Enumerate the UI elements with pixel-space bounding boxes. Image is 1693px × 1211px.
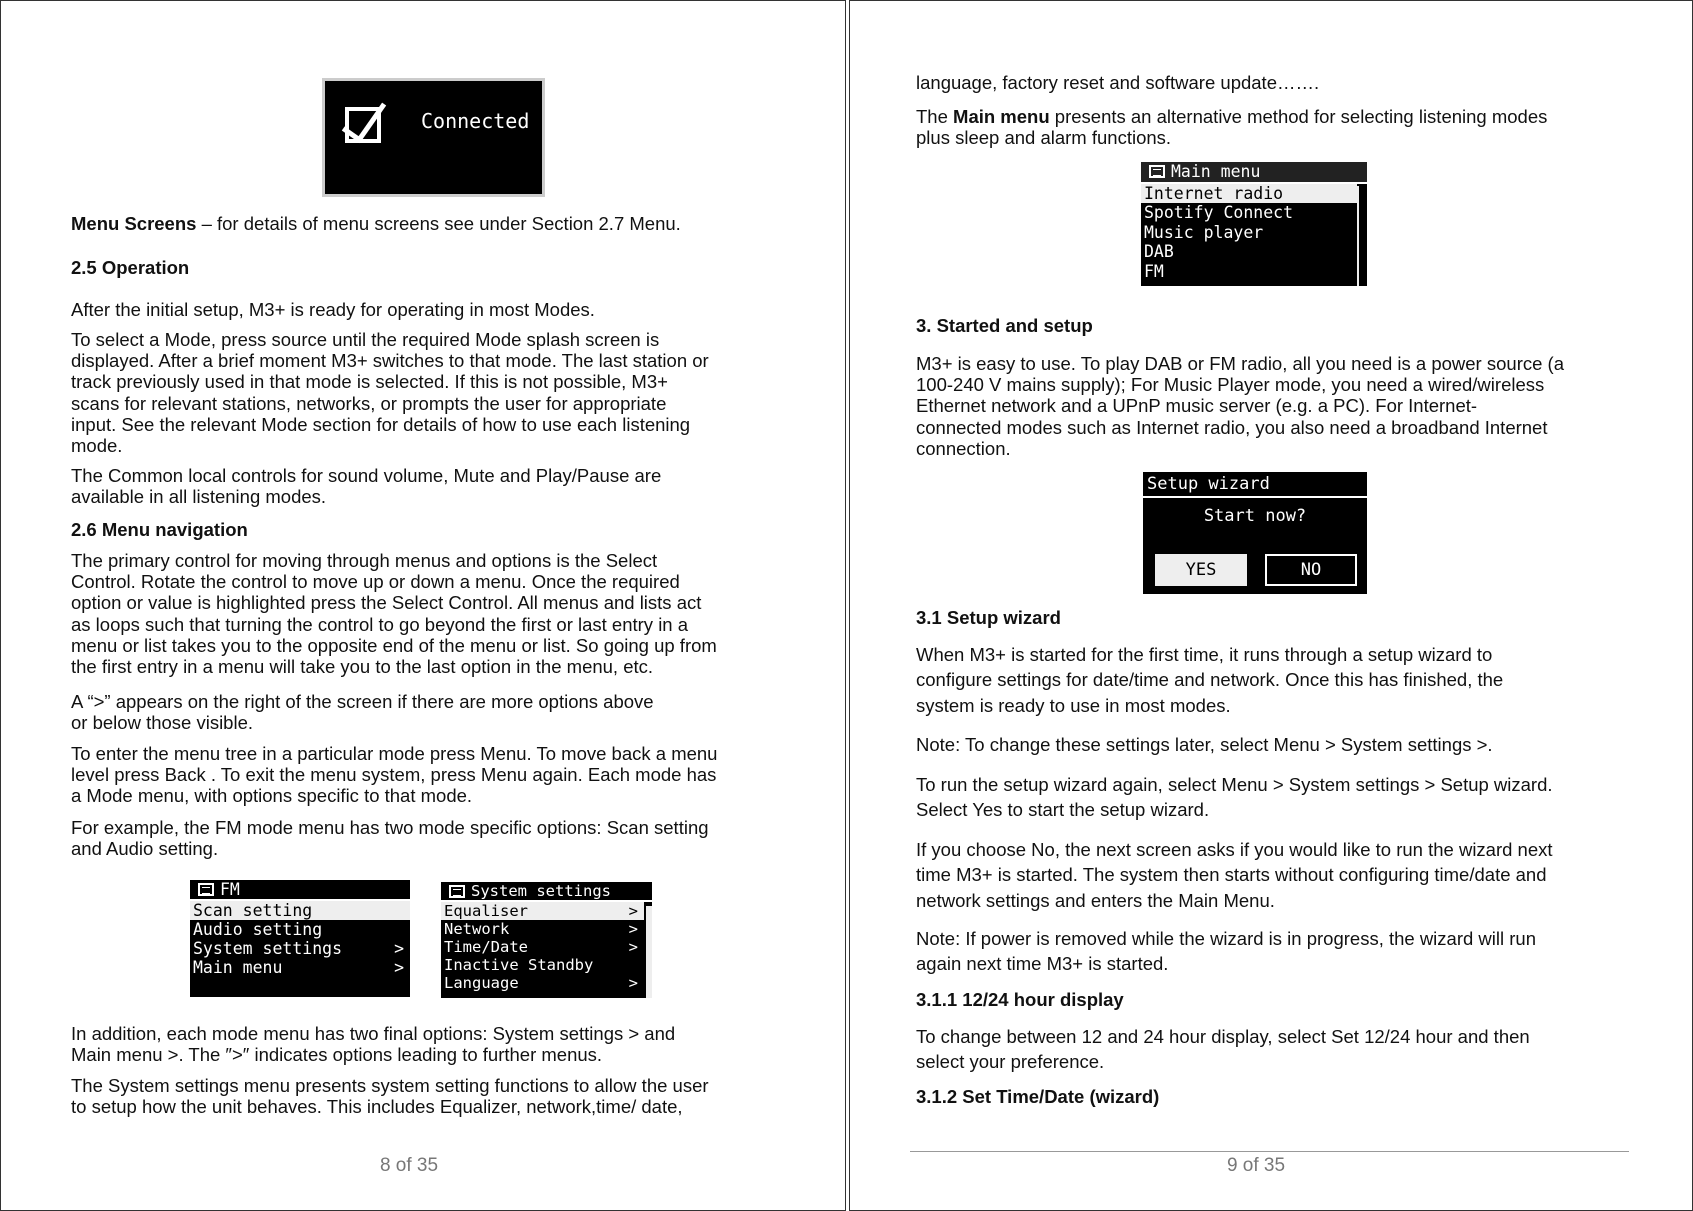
chevron-right-icon: > (394, 939, 404, 958)
menu-screens-text: – for details of menu screens see under Section 2.7 Menu. (196, 213, 681, 234)
menu-item-label: Equaliser (444, 902, 528, 920)
paragraph-12-24 (916, 1024, 1530, 1075)
text-line: menu or list takes you to the opposite end of the menu or list. So going up from (71, 634, 717, 656)
wizard-prompt: Start now? (1203, 506, 1307, 526)
text-line: input. See the relevant Mode section for details of how to use each listening (71, 413, 691, 435)
main-screen-header (1141, 162, 1367, 184)
text-line: system is ready to use in most modes. (916, 694, 1231, 716)
menu-item[interactable] (441, 938, 644, 956)
paragraph-primary-control (71, 550, 717, 677)
paragraph-run-again (916, 772, 1553, 823)
paragraph-fm-example (71, 817, 709, 859)
text-line: connected modes such as Internet radio, you also need a broadband Internet (916, 416, 1548, 438)
text-line: or below those visible. (71, 712, 254, 734)
paragraph-select-mode (71, 329, 709, 456)
menu-item[interactable] (1141, 223, 1357, 243)
text-line: track previously used in that mode is selected. If this is not possible, M3+ (71, 371, 668, 393)
chevron-right-icon: > (628, 938, 638, 956)
text-line: The primary control for moving through menus and options is the Select (71, 550, 658, 571)
text-line: language, factory reset and software update……. (916, 72, 1320, 93)
text-line: time M3+ is started. The system then starts without configuring time/date and (916, 864, 1547, 886)
text-line: and Audio setting. (71, 838, 219, 860)
paragraph-choose-no (916, 837, 1553, 913)
menu-item[interactable] (1141, 184, 1357, 204)
heading-started-setup: 3. Started and setup (916, 315, 1093, 336)
paragraph-arrow-indicator (71, 691, 654, 733)
chevron-right-icon: > (628, 902, 638, 920)
text-line: network settings and enters the Main Menu. (916, 889, 1275, 911)
text-line: available in all listening modes. (71, 486, 327, 508)
text-line: displayed. After a brief moment M3+ switches to that mode. The last station or (71, 350, 709, 372)
menu-item-label: DAB (1144, 242, 1174, 261)
fm-screen-header (190, 880, 410, 901)
paragraph-initial-setup (71, 299, 595, 320)
text-line: a Mode menu, with options specific to that mode. (71, 785, 473, 807)
menu-screens-line (71, 213, 681, 234)
connected-screen (322, 78, 545, 197)
chevron-right-icon: > (628, 920, 638, 938)
text-line: To change between 12 and 24 hour display, select Set 12/24 hour and then (916, 1026, 1530, 1047)
text-line: A “>” appears on the right of the screen if there are more options above (71, 691, 654, 712)
menu-list-icon (198, 883, 214, 896)
system-screen-title: System settings (471, 882, 611, 900)
paragraph-local-controls (71, 465, 661, 507)
system-settings-screen (441, 882, 652, 998)
text-line: If you choose No, the next screen asks if you would like to run the wizard next (916, 839, 1553, 860)
footer-divider (910, 1151, 1629, 1152)
menu-item-label: Audio setting (193, 920, 323, 939)
menu-item[interactable] (441, 956, 644, 974)
text: plus sleep and alarm functions. (916, 127, 1172, 149)
scrollbar (1357, 186, 1367, 286)
menu-item-label: Music player (1144, 222, 1264, 242)
page-number-left: 8 of 35 (379, 1155, 439, 1176)
paragraph-final-options (71, 1023, 675, 1065)
heading-operation: 2.5 Operation (71, 257, 190, 278)
menu-item-label: Network (444, 920, 510, 938)
menu-list-icon (449, 885, 465, 898)
heading-setup-wizard: 3.1 Setup wizard (916, 607, 1061, 628)
text-line: The System settings menu presents system setting functions to allow the user (71, 1075, 709, 1096)
menu-item-label: Language (444, 974, 519, 992)
paragraph-main-menu (916, 106, 1547, 148)
fm-screen-title: FM (220, 880, 240, 899)
text-line: The Common local controls for sound volume, Mute and Play/Pause are (71, 465, 662, 486)
chevron-right-icon: > (628, 974, 638, 992)
menu-item-label: Inactive Standby (444, 956, 594, 974)
menu-item[interactable] (441, 974, 644, 992)
text-line: When M3+ is started for the first time, it runs through a setup wizard to (916, 644, 1493, 665)
fm-menu-screen (190, 880, 410, 997)
text-line: To select a Mode, press source until the required Mode splash screen is (71, 329, 660, 350)
yes-button[interactable]: YES (1155, 554, 1247, 586)
text-line: connection. (916, 437, 1011, 459)
menu-item-label: FM (1144, 261, 1164, 281)
text: presents an alternative method for selecting listening modes (1049, 106, 1548, 127)
text-line: the first entry in a menu will take you to the last option in the menu, etc. (71, 656, 654, 678)
paragraph-enter-menu (71, 743, 717, 807)
system-screen-header (441, 882, 652, 902)
menu-item[interactable] (190, 901, 410, 920)
menu-item[interactable] (1141, 262, 1357, 282)
menu-item-label: System settings (193, 939, 343, 958)
text-line: scans for relevant stations, networks, or prompts the user for appropriate (71, 392, 667, 414)
heading-menu-navigation: 2.6 Menu navigation (71, 519, 248, 540)
menu-item[interactable] (1141, 242, 1357, 262)
menu-item-label: Internet radio (1144, 183, 1284, 203)
text-line: mode. (71, 435, 123, 457)
text-line: After the initial setup, M3+ is ready for operating in most Modes. (71, 299, 595, 320)
menu-item-label: Main menu (193, 958, 283, 977)
text-line: In addition, each mode menu has two final options: System settings > and (71, 1023, 676, 1044)
menu-item[interactable] (190, 920, 410, 939)
text-line: For example, the FM mode menu has two mode specific options: Scan setting (71, 817, 709, 838)
wizard-screen-title: Setup wizard (1143, 472, 1367, 498)
paragraph-first-start (916, 642, 1503, 718)
menu-item-label: Time/Date (444, 938, 528, 956)
setup-wizard-screen (1143, 472, 1367, 594)
scrollbar (644, 906, 652, 998)
text-line: as loops such that turning the control to go beyond the first or last entry in a (71, 613, 689, 635)
menu-item[interactable] (190, 939, 410, 958)
text-line: option or value is highlighted press the Select Control. All menus and lists act (71, 592, 702, 614)
paragraph-easy-to-use (916, 353, 1564, 459)
heading-set-time-date: 3.1.2 Set Time/Date (wizard) (916, 1086, 1160, 1107)
paragraph-note-change (916, 734, 1493, 755)
heading-12-24: 3.1.1 12/24 hour display (916, 989, 1124, 1010)
text-line: 100-240 V mains supply); For Music Player mode, you need a wired/wireless (916, 374, 1545, 396)
page-number-right: 9 of 35 (1226, 1155, 1286, 1176)
text: The (916, 106, 954, 127)
menu-list-icon (1149, 165, 1165, 178)
menu-item[interactable] (1141, 203, 1357, 223)
text-line: Select Yes to start the setup wizard. (916, 799, 1210, 821)
text-line: Ethernet network and a UPnP music server (e.g. a PC). For Internet- (916, 395, 1478, 417)
text-line: configure settings for date/time and network. Once this has finished, the (916, 669, 1504, 691)
menu-item[interactable] (441, 902, 644, 920)
main-screen-title: Main menu (1171, 162, 1261, 181)
paragraph-language (916, 72, 1319, 93)
text-line: Note: To change these settings later, select Menu > System settings >. (916, 734, 1493, 755)
main-menu-bold: Main menu (953, 106, 1050, 127)
menu-item[interactable] (190, 958, 410, 977)
text-line: Note: If power is removed while the wizard is in progress, the wizard will run (916, 928, 1536, 949)
text-line: Control. Rotate the control to move up or down a menu. Once the required (71, 571, 680, 593)
main-menu-screen (1141, 162, 1367, 286)
paragraph-system-settings (71, 1075, 709, 1117)
text-line: level press Back . To exit the menu system, press Menu again. Each mode has (71, 764, 717, 786)
text-line: To enter the menu tree in a particular mode press Menu. To move back a menu (71, 743, 718, 764)
text-line: To run the setup wizard again, select Menu > System settings > Setup wizard. (916, 774, 1553, 795)
menu-item-label: Scan setting (193, 901, 313, 920)
text-line: select your preference. (916, 1051, 1105, 1073)
menu-item-label: Spotify Connect (1144, 203, 1294, 222)
paragraph-note-power (916, 926, 1536, 977)
text-line: to setup how the unit behaves. This includes Equalizer, network,time/ date, (71, 1096, 683, 1118)
text-line: again next time M3+ is started. (916, 953, 1169, 975)
no-button[interactable]: NO (1265, 554, 1357, 586)
menu-item[interactable] (441, 920, 644, 938)
connected-label: Connected (421, 109, 530, 133)
menu-screens-heading: Menu Screens (71, 213, 197, 234)
text-line: Main menu >. The ″>″ indicates options leading to further menus. (71, 1044, 603, 1066)
chevron-right-icon: > (394, 958, 404, 977)
text-line: M3+ is easy to use. To play DAB or FM radio, all you need is a power source (a (916, 353, 1564, 374)
